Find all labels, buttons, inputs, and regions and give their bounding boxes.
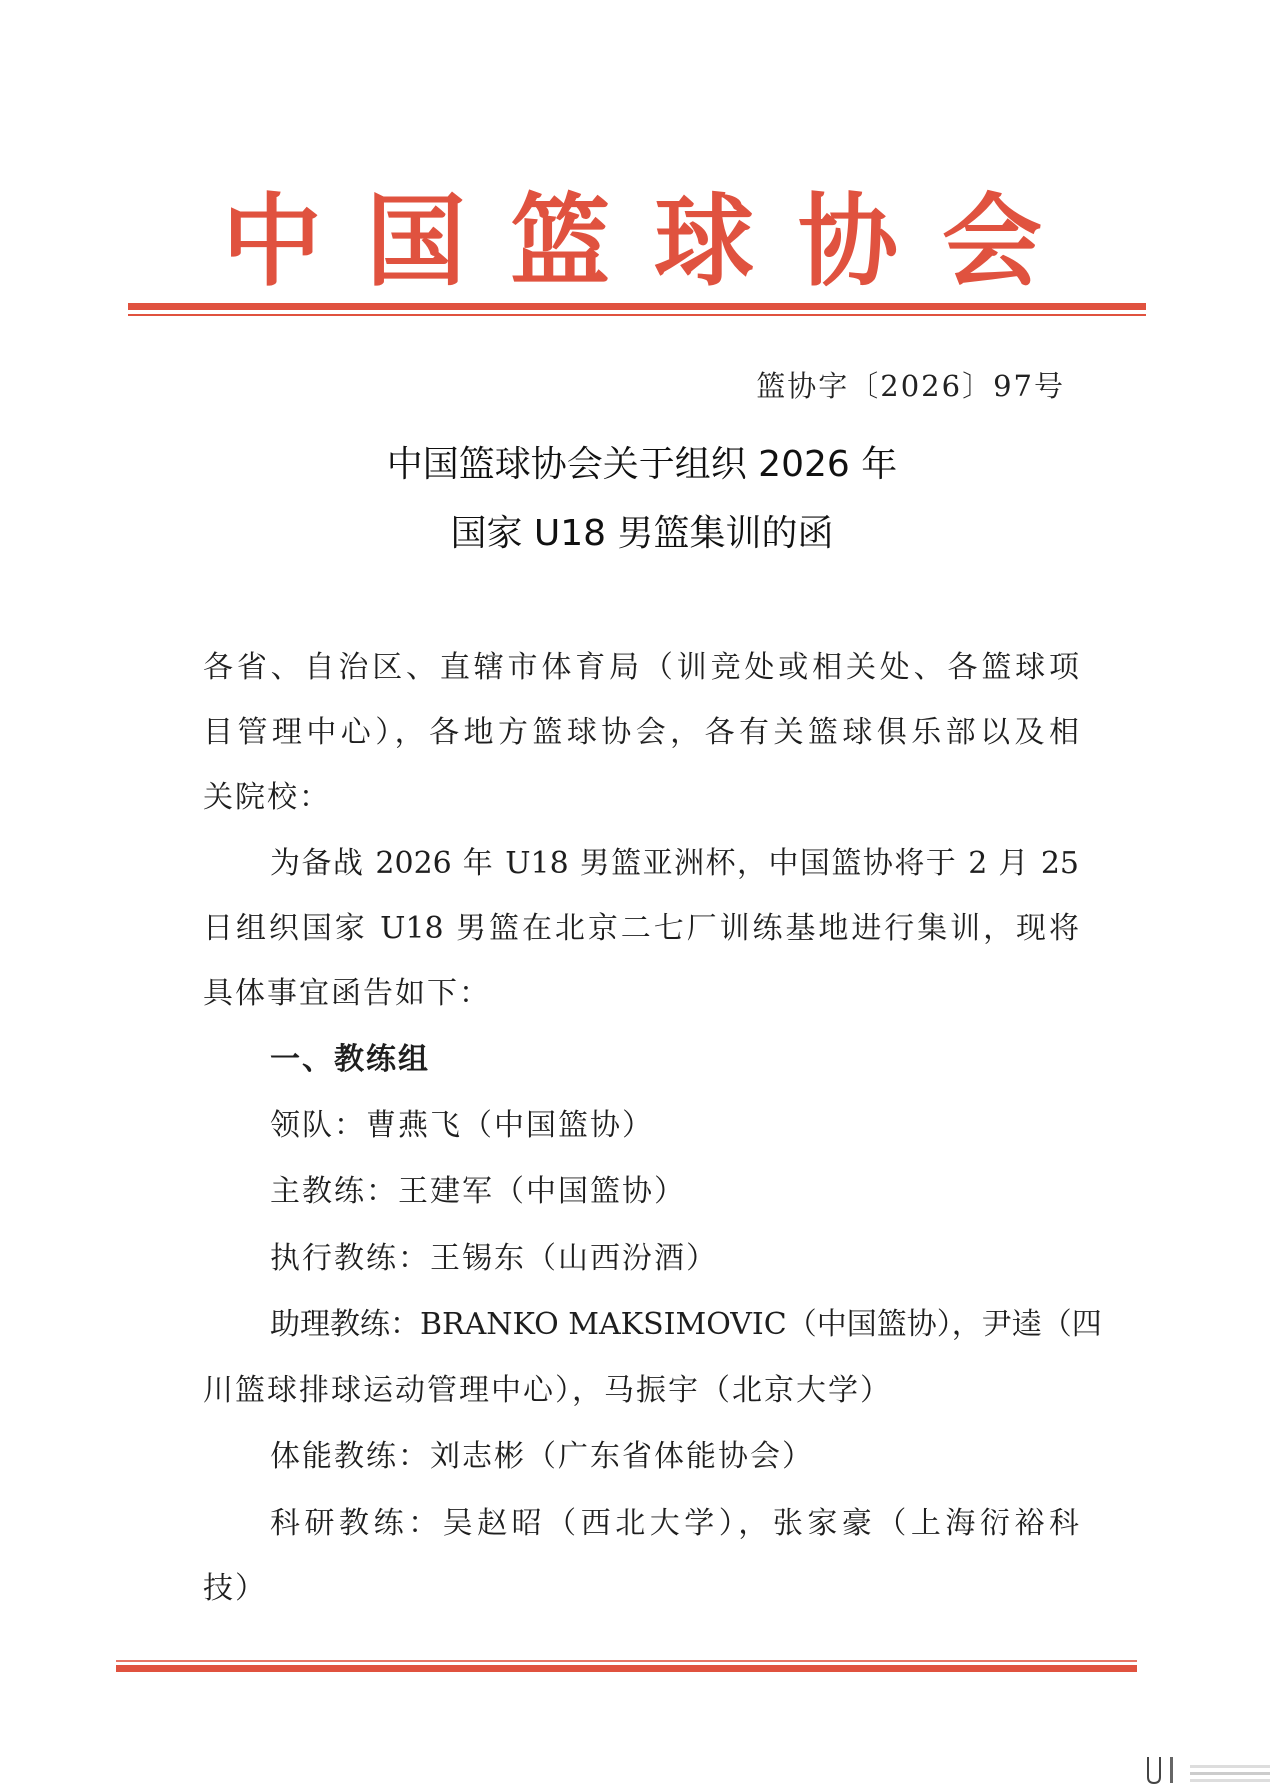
intro-line: 日组织国家 U18 男篮在北京二七厂训练基地进行集训，现将 [203,911,1079,946]
intro-line: 具体事宜函告如下： [203,976,491,1011]
addressee-line: 目管理中心），各地方篮球协会，各有关篮球俱乐部以及相 [203,715,1079,750]
letterhead-char: 篮 [510,182,610,300]
addressee-line: 各省、自治区、直辖市体育局（训竞处或相关处、各篮球项 [203,650,1079,685]
staff-assistant-coaches-cont: 川篮球排球运动管理中心），马振宇（北京大学） [203,1373,892,1408]
staff-fitness-coach: 体能教练：刘志彬（广东省体能协会） [270,1439,814,1474]
staff-research-coaches-cont: 技） [203,1571,267,1606]
addressee-line: 关院校： [203,780,331,815]
letterhead-char: 球 [654,182,754,300]
watermark-icon [1140,1755,1275,1785]
letterhead-title [222,182,1042,300]
letterhead-char: 会 [942,182,1042,300]
letterhead-char: 协 [798,182,898,300]
letterhead-char: 国 [366,182,466,300]
footer-rule-thick [116,1665,1137,1672]
document-title-line-1: 中国篮球协会关于组织 2026 年 [386,444,898,485]
document-number: 篮协字〔2026〕97号 [756,369,1065,403]
section-heading-coaching-staff: 一、教练组 [270,1042,430,1077]
document-title-line-2: 国家 U18 男篮集训的函 [450,513,834,554]
staff-leader: 领队：曹燕飞（中国篮协） [270,1108,654,1143]
staff-research-coaches: 科研教练：吴赵昭（西北大学），张家豪（上海衍裕科 [270,1506,1079,1541]
staff-head-coach: 主教练：王建军（中国篮协） [270,1174,686,1209]
letterhead-char: 中 [222,182,322,300]
intro-line: 为备战 2026 年 U18 男篮亚洲杯，中国篮协将于 2 月 25 [270,846,1079,881]
staff-executive-coach: 执行教练：王锡东（山西汾酒） [270,1241,718,1276]
footer-rule-thin [116,1660,1137,1662]
header-rule-thick [128,303,1146,310]
staff-assistant-coaches: 助理教练：BRANKO MAKSIMOVIC（中国篮协），尹逵（四 [270,1307,1102,1342]
header-rule-thin [128,314,1146,316]
